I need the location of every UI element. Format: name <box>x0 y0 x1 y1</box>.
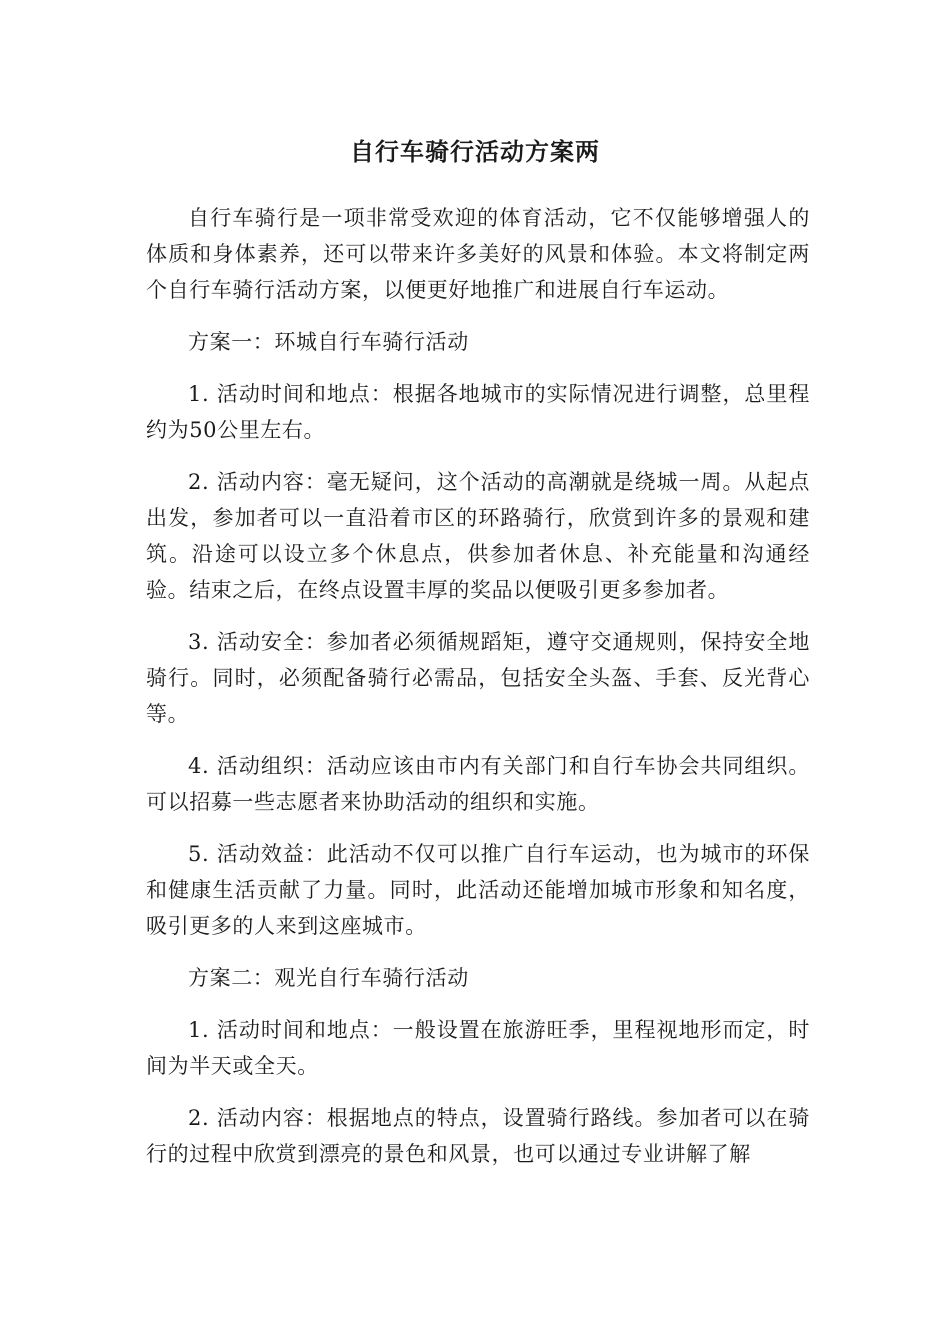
plan1-item-2: 2. 活动内容：毫无疑问，这个活动的高潮就是绕城一周。从起点出发，参加者可以一直沿着市区的环路骑行，欣赏到许多的景观和建筑。沿途可以设立多个休息点，供参加者休息、补充能量和沟通经验。结束之后，在终点设置丰厚的奖品以便吸引更多参加者。 <box>146 470 810 602</box>
plan1-item-3: 3. 活动安全：参加者必须循规蹈矩，遵守交通规则，保持安全地骑行。同时，必须配备骑行必需品，包括安全头盔、手套、反光背心等。 <box>146 630 810 726</box>
plan2-item-2: 2. 活动内容：根据地点的特点，设置骑行路线。参加者可以在骑行的过程中欣赏到漂亮的景色和风景，也可以通过专业讲解了解 <box>146 1106 810 1166</box>
plan1-item-5: 5. 活动效益：此活动不仅可以推广自行车运动，也为城市的环保和健康生活贡献了力量。同时，此活动还能增加城市形象和知名度，吸引更多的人来到这座城市。 <box>146 842 810 938</box>
document-body <box>146 200 810 1188</box>
plan1-heading: 方案一：环城自行车骑行活动 <box>188 330 469 354</box>
plan2-item-1: 1. 活动时间和地点：一般设置在旅游旺季，里程视地形而定，时间为半天或全天。 <box>146 1018 810 1078</box>
plan2-heading: 方案二：观光自行车骑行活动 <box>188 966 469 990</box>
plan1-item-1: 1. 活动时间和地点：根据各地城市的实际情况进行调整，总里程约为50公里左右。 <box>146 382 810 442</box>
intro-paragraph: 自行车骑行是一项非常受欢迎的体育活动，它不仅能够增强人的体质和身体素养，还可以带来许多美好的风景和体验。本文将制定两个自行车骑行活动方案，以便更好地推广和进展自行车运动。 <box>146 206 810 302</box>
document-title: 自行车骑行活动方案两 <box>350 138 600 166</box>
plan1-item-4: 4. 活动组织：活动应该由市内有关部门和自行车协会共同组织。可以招募一些志愿者来协助活动的组织和实施。 <box>146 754 810 814</box>
